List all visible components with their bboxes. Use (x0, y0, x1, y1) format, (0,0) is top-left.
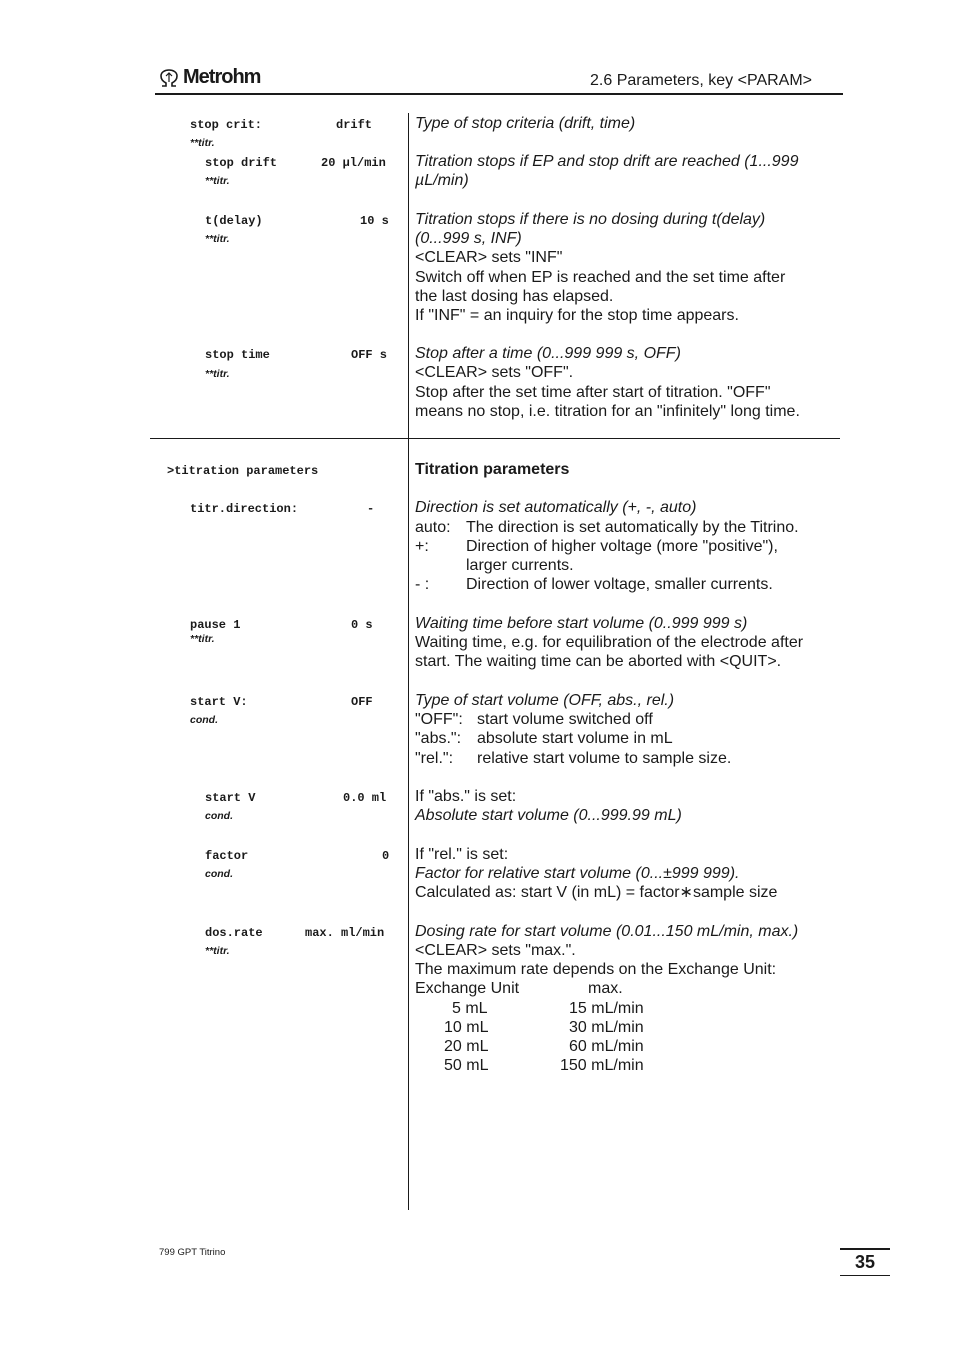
option-text: The direction is set automatically by the Titrino. (466, 519, 799, 536)
param-note: **titr. (205, 175, 230, 187)
param-value: 0.0 ml (343, 791, 387, 805)
param-label: stop crit: (190, 118, 263, 132)
description: start. The waiting time can be aborted with <QUIT>. (415, 653, 782, 670)
param-value: OFF (351, 695, 373, 709)
description: <CLEAR> sets "INF" (415, 249, 563, 266)
param-note: cond. (190, 714, 218, 726)
param-value: OFF s (351, 348, 388, 362)
description: <CLEAR> sets "OFF". (415, 364, 574, 381)
description: Dosing rate for start volume (0.01...150 mL/min, max.) (415, 923, 799, 940)
param-label: stop drift (205, 156, 278, 170)
table-cell: 20 mL (444, 1038, 489, 1055)
param-value: - (367, 502, 375, 516)
table-cell: 30 mL/min (569, 1019, 644, 1036)
description: Stop after a time (0...999 999 s, OFF) (415, 345, 681, 362)
table-header: Exchange Unit (415, 980, 520, 997)
param-note: **titr. (205, 368, 230, 380)
description: Waiting time, e.g. for equilibration of the electrode after (415, 634, 804, 651)
param-note: **titr. (190, 633, 215, 645)
option-text: Direction of lower voltage, smaller currents. (466, 576, 773, 593)
param-value: 0 (382, 849, 390, 863)
table-cell: 15 mL/min (569, 1000, 644, 1017)
option-key: - : (415, 576, 430, 593)
description: the last dosing has elapsed. (415, 288, 614, 305)
description: means no stop, i.e. titration for an "infinitely" long time. (415, 403, 800, 420)
option-text: larger currents. (466, 557, 574, 574)
table-cell: 150 mL/min (560, 1057, 644, 1074)
description: Type of start volume (OFF, abs., rel.) (415, 692, 675, 709)
table-cell: 60 mL/min (569, 1038, 644, 1055)
option-key: +: (415, 538, 429, 555)
option-key: "rel.": (415, 750, 454, 767)
footer-product: 799 GPT Titrino (159, 1247, 226, 1258)
description: Switch off when EP is reached and the set time after (415, 269, 786, 286)
brand-name: Metrohm (183, 66, 261, 88)
option-key: "abs.": (415, 730, 462, 747)
omega-icon (158, 68, 180, 88)
description: (0...999 s, INF) (415, 230, 522, 247)
param-label: t(delay) (205, 214, 263, 228)
description: Type of stop criteria (drift, time) (415, 115, 636, 132)
param-note: cond. (205, 868, 233, 880)
option-key: auto: (415, 519, 451, 536)
param-label: start V: (190, 695, 248, 709)
section-divider (150, 438, 840, 439)
brand-logo (158, 66, 260, 89)
description: µL/min) (415, 172, 469, 189)
param-value: max. ml/min (305, 926, 385, 940)
param-note: **titr. (190, 137, 215, 149)
param-value: 10 s (360, 214, 389, 228)
description: The maximum rate depends on the Exchange Unit: (415, 961, 777, 978)
description: If "abs." is set: (415, 788, 517, 805)
option-text: Direction of higher voltage (more "positive"), (466, 538, 778, 555)
param-value: 0 s (351, 618, 373, 632)
table-cell: 5 mL (452, 1000, 488, 1017)
table-cell: 10 mL (444, 1019, 489, 1036)
option-text: absolute start volume in mL (477, 730, 673, 747)
description: Stop after the set time after start of titration. "OFF" (415, 384, 771, 401)
param-label: start V (205, 791, 256, 805)
table-cell: 50 mL (444, 1057, 489, 1074)
description: Calculated as: start V (in mL) = factor∗sample size (415, 884, 778, 901)
option-text: start volume switched off (477, 711, 653, 728)
description: Absolute start volume (0...999.99 mL) (415, 807, 682, 824)
page-number-rule (840, 1248, 890, 1250)
param-label: factor (205, 849, 249, 863)
column-divider (408, 113, 409, 1210)
description: <CLEAR> sets "max.". (415, 942, 576, 959)
param-label: titr.direction: (190, 502, 299, 516)
header-rule (155, 93, 843, 95)
section-heading: Titration parameters (415, 461, 570, 478)
description: Waiting time before start volume (0..999 999 s) (415, 615, 748, 632)
param-label: stop time (205, 348, 270, 362)
param-note: **titr. (205, 233, 230, 245)
option-key: "OFF": (415, 711, 463, 728)
param-label: dos.rate (205, 926, 263, 940)
param-value: drift (336, 118, 373, 132)
description: Titration stops if EP and stop drift are reached (1...999 (415, 153, 799, 170)
param-value: 20 µl/min (321, 156, 386, 170)
section-label: >titration parameters (167, 464, 319, 478)
section-title: 2.6 Parameters, key <PARAM> (590, 72, 813, 89)
param-note: cond. (205, 810, 233, 822)
description: If "INF" = an inquiry for the stop time appears. (415, 307, 739, 324)
description: Titration stops if there is no dosing during t(delay) (415, 211, 766, 228)
param-label: pause 1 (190, 618, 241, 632)
page-number: 35 (855, 1252, 876, 1272)
param-note: **titr. (205, 945, 230, 957)
option-text: relative start volume to sample size. (477, 750, 732, 767)
description: Direction is set automatically (+, -, auto) (415, 499, 697, 516)
table-header: max. (588, 980, 623, 997)
description: If "rel." is set: (415, 846, 509, 863)
page-number-underline (840, 1275, 890, 1276)
description: Factor for relative start volume (0...±999 999). (415, 865, 740, 882)
